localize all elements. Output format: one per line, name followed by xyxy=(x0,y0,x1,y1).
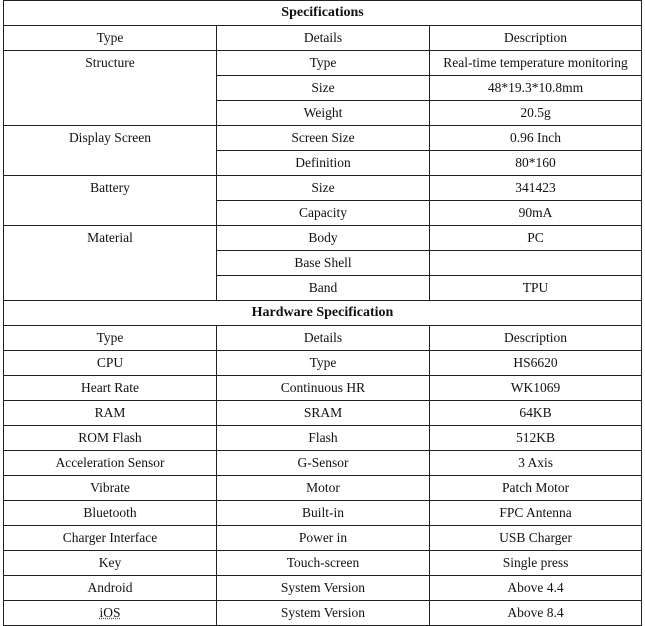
table-row xyxy=(4,351,642,376)
cell-type: Android xyxy=(4,576,217,601)
cell-description: Patch Motor xyxy=(430,476,642,501)
cell-details: Continuous HR xyxy=(217,376,430,401)
cell-type: Vibrate xyxy=(4,476,217,501)
table-row xyxy=(4,451,642,476)
table-row xyxy=(4,401,642,426)
header-details: Details xyxy=(217,326,430,351)
cell-details: Type xyxy=(217,51,430,76)
group-material: Material xyxy=(4,226,217,301)
cell-details: SRAM xyxy=(217,401,430,426)
cell-description: PC xyxy=(430,226,642,251)
cell-details: Size xyxy=(217,76,430,101)
hardware-title: Hardware Specification xyxy=(4,301,642,326)
cell-description: 3 Axis xyxy=(430,451,642,476)
cell-type: Bluetooth xyxy=(4,501,217,526)
header-type: Type xyxy=(4,26,217,51)
header-type: Type xyxy=(4,326,217,351)
cell-details: Power in xyxy=(217,526,430,551)
cell-description: 80*160 xyxy=(430,151,642,176)
cell-details: Definition xyxy=(217,151,430,176)
group-battery: Battery xyxy=(4,176,217,226)
hardware-header-row xyxy=(4,326,642,351)
cell-description: Single press xyxy=(430,551,642,576)
hardware-title-row xyxy=(4,301,642,326)
cell-type: CPU xyxy=(4,351,217,376)
cell-details: Screen Size xyxy=(217,126,430,151)
cell-details: System Version xyxy=(217,601,430,626)
header-details: Details xyxy=(217,26,430,51)
table-row xyxy=(4,226,642,251)
table-row xyxy=(4,601,642,626)
cell-description: Above 8.4 xyxy=(430,601,642,626)
cell-description: 64KB xyxy=(430,401,642,426)
cell-description: 341423 xyxy=(430,176,642,201)
group-display-screen: Display Screen xyxy=(4,126,217,176)
cell-type: ROM Flash xyxy=(4,426,217,451)
cell-details: Base Shell xyxy=(217,251,430,276)
table-row xyxy=(4,51,642,76)
cell-description: WK1069 xyxy=(430,376,642,401)
table-row xyxy=(4,176,642,201)
header-description: Description xyxy=(430,326,642,351)
header-description: Description xyxy=(430,26,642,51)
cell-details: Weight xyxy=(217,101,430,126)
cell-details: Touch-screen xyxy=(217,551,430,576)
cell-description: 20.5g xyxy=(430,101,642,126)
table-row xyxy=(4,476,642,501)
cell-type: Charger Interface xyxy=(4,526,217,551)
cell-type: Acceleration Sensor xyxy=(4,451,217,476)
table-row xyxy=(4,576,642,601)
cell-description: TPU xyxy=(430,276,642,301)
cell-details: Type xyxy=(217,351,430,376)
specifications-title: Specifications xyxy=(4,1,642,26)
cell-details: Body xyxy=(217,226,430,251)
cell-description: FPC Antenna xyxy=(430,501,642,526)
table-row xyxy=(4,426,642,451)
cell-details: Size xyxy=(217,176,430,201)
cell-description: Real-time temperature monitoring xyxy=(430,51,642,76)
cell-details: Built-in xyxy=(217,501,430,526)
ios-label: iOS xyxy=(99,605,121,620)
cell-description: HS6620 xyxy=(430,351,642,376)
table-row xyxy=(4,501,642,526)
specifications-title-row xyxy=(4,1,642,26)
cell-description xyxy=(430,251,642,276)
table-row xyxy=(4,126,642,151)
cell-description: 0.96 Inch xyxy=(430,126,642,151)
cell-description: 512KB xyxy=(430,426,642,451)
cell-type: Key xyxy=(4,551,217,576)
cell-details: Flash xyxy=(217,426,430,451)
cell-type xyxy=(4,601,217,626)
cell-description: USB Charger xyxy=(430,526,642,551)
table-row xyxy=(4,551,642,576)
cell-type: Heart Rate xyxy=(4,376,217,401)
cell-description: 90mA xyxy=(430,201,642,226)
cell-details: Capacity xyxy=(217,201,430,226)
specifications-table xyxy=(3,0,642,626)
table-row xyxy=(4,526,642,551)
cell-description: Above 4.4 xyxy=(430,576,642,601)
cell-type: RAM xyxy=(4,401,217,426)
cell-description: 48*19.3*10.8mm xyxy=(430,76,642,101)
cell-details: Band xyxy=(217,276,430,301)
cell-details: G-Sensor xyxy=(217,451,430,476)
cell-details: System Version xyxy=(217,576,430,601)
specifications-header-row xyxy=(4,26,642,51)
group-structure: Structure xyxy=(4,51,217,126)
table-row xyxy=(4,376,642,401)
cell-details: Motor xyxy=(217,476,430,501)
